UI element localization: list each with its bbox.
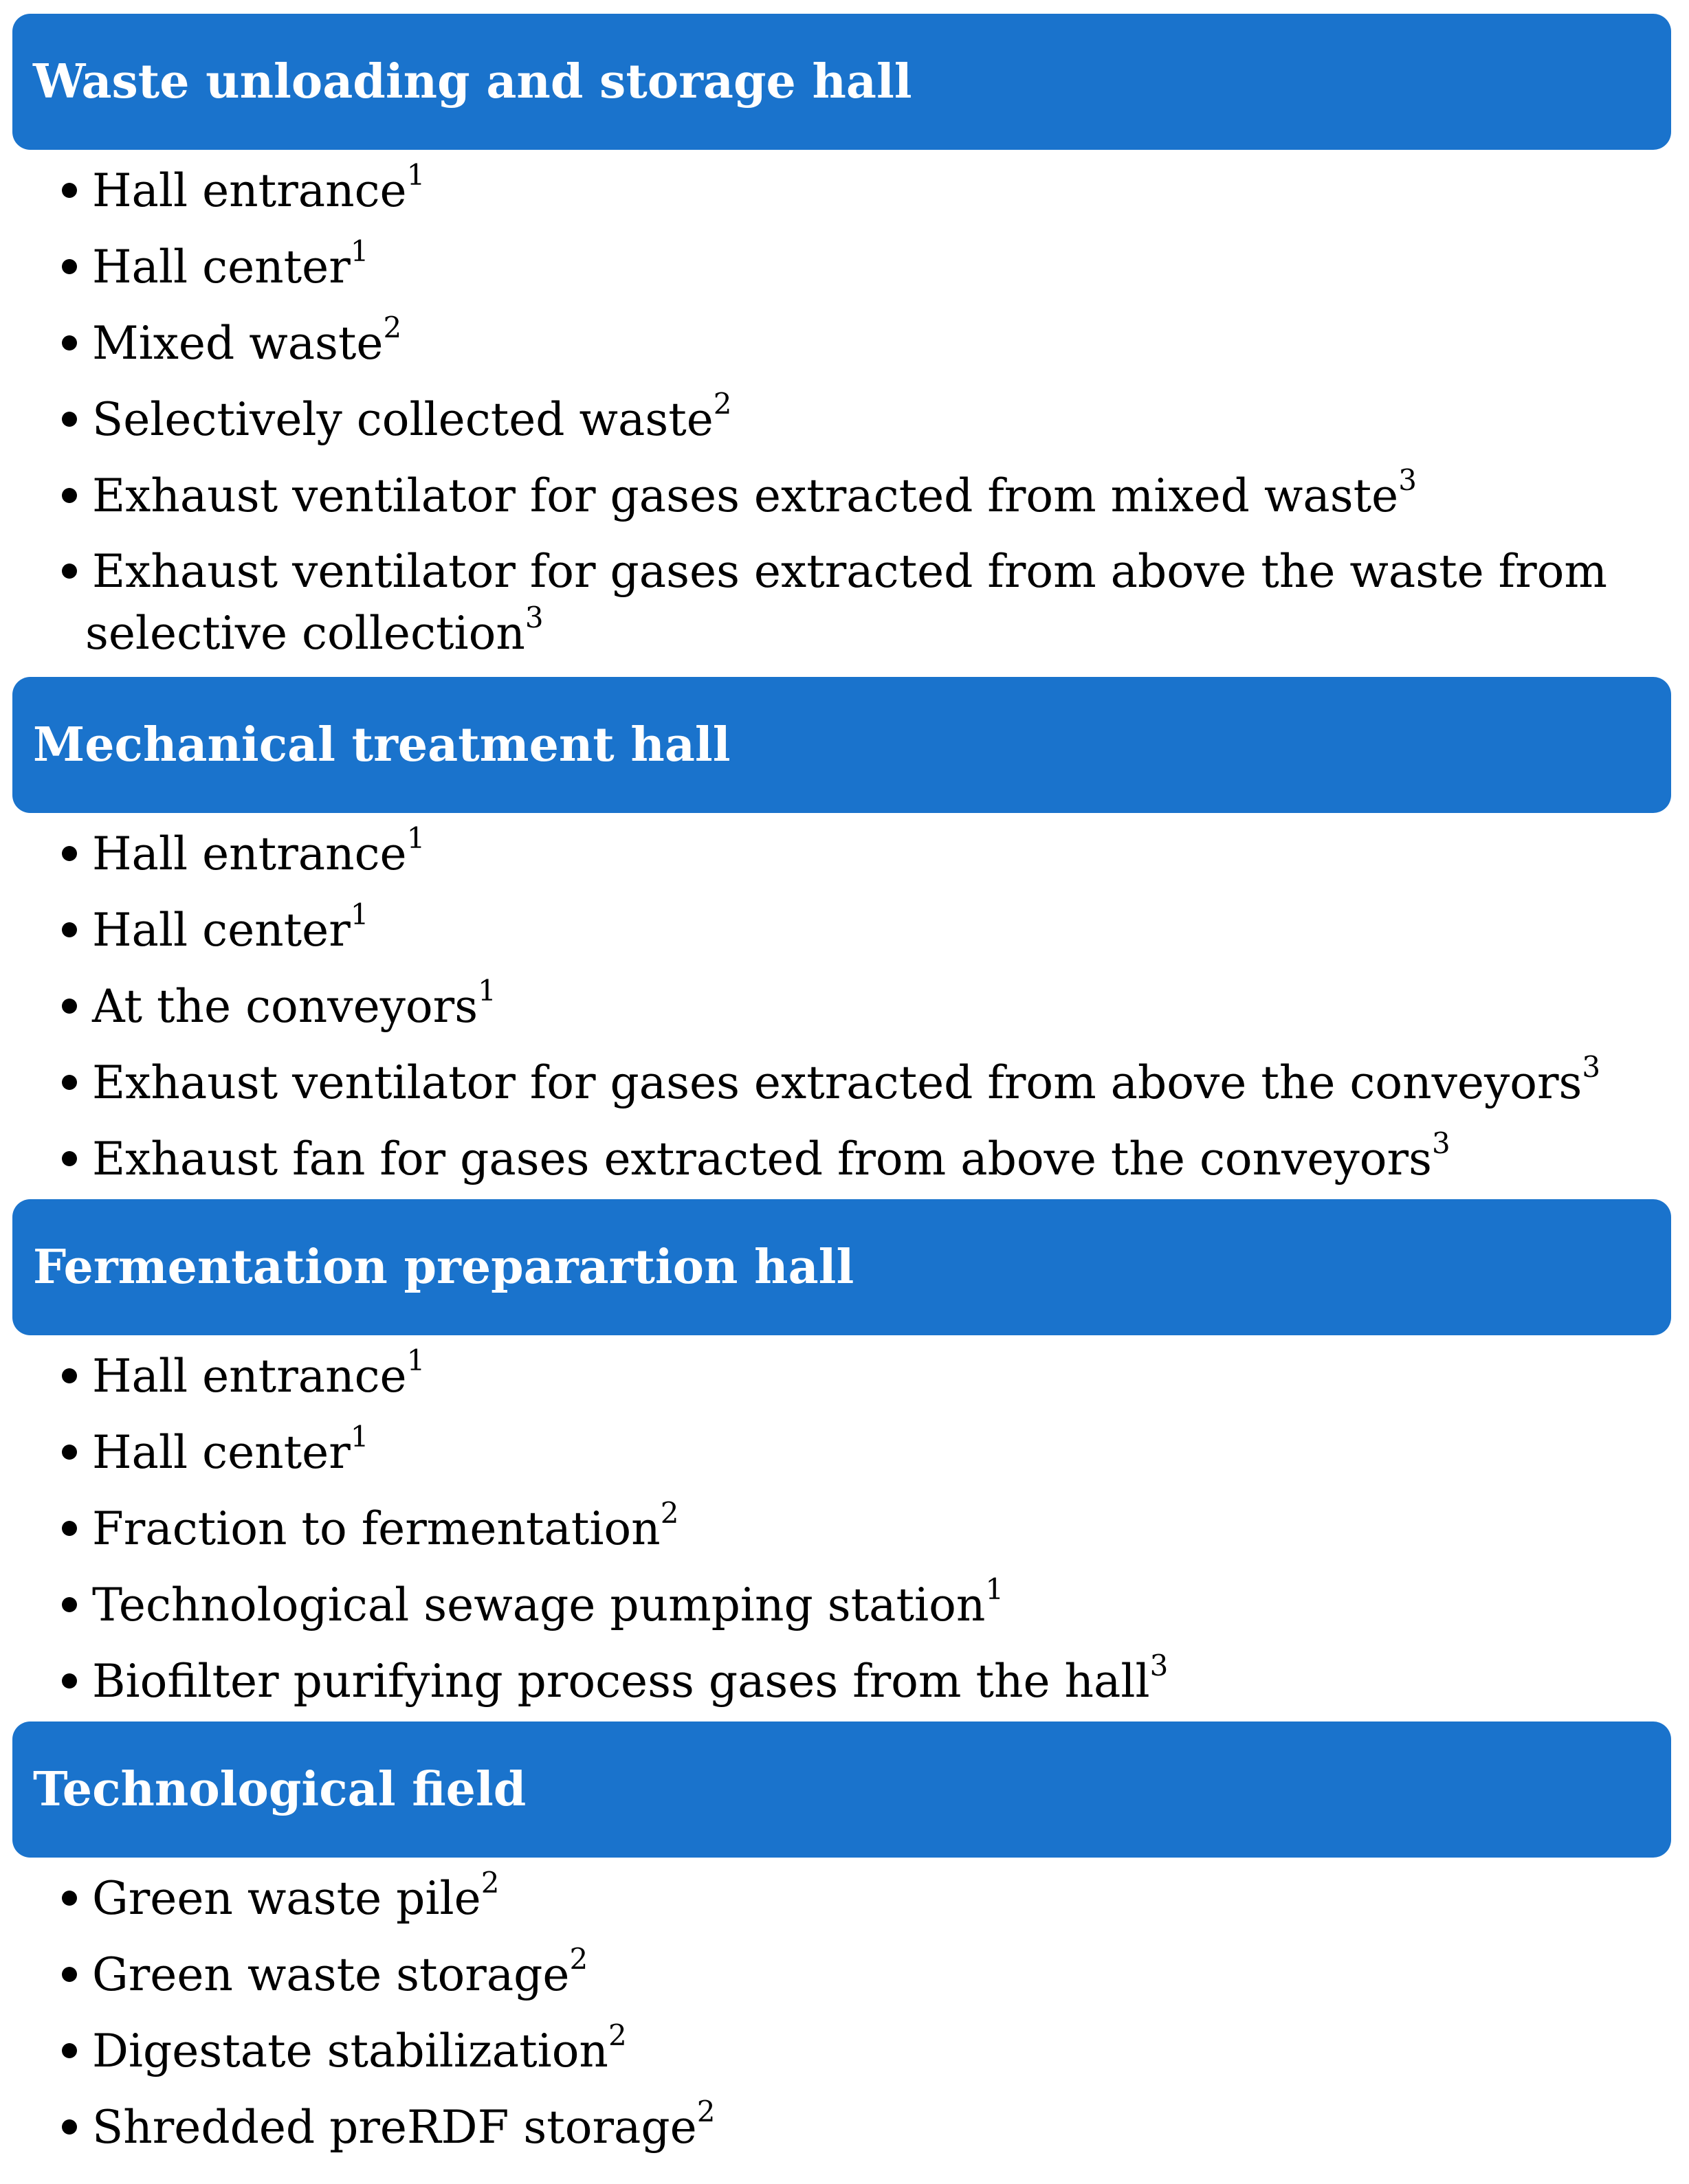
footnote-marker: 2 [481, 1866, 500, 1899]
list-item [62, 1045, 1657, 1121]
section-list-waste-unloading [62, 153, 1657, 671]
section-title: Waste unloading and storage hall [33, 54, 912, 109]
section-header-mechanical-treatment [12, 677, 1671, 813]
footnote-marker: 3 [1149, 1649, 1169, 1682]
item-text: Digestate stabilization [92, 2025, 608, 2077]
section-title: Fermentation preparartion hall [33, 1240, 854, 1295]
bullet-icon [62, 1414, 92, 1491]
bullet-icon [62, 305, 92, 381]
footnote-marker: 1 [350, 898, 369, 931]
item-text: Exhaust fan for gases extracted from above the conveyors [92, 1133, 1432, 1185]
section-header-fermentation-preparation [12, 1199, 1671, 1335]
item-text: Exhaust ventilator for gases extracted from mixed waste [92, 469, 1399, 522]
bullet-icon [62, 2013, 92, 2089]
list-item [62, 1338, 1657, 1414]
footnote-marker: 3 [1431, 1126, 1450, 1160]
item-text: Hall entrance [92, 164, 407, 217]
section-title: Mechanical treatment hall [33, 717, 731, 772]
bullet-icon [62, 541, 92, 603]
item-text: Fraction to fermentation [92, 1502, 661, 1555]
item-text: Hall center [92, 904, 351, 957]
bullet-icon [62, 1491, 92, 1567]
bullet-icon [62, 1643, 92, 1719]
bullet-icon [62, 1045, 92, 1121]
footnote-marker: 2 [713, 387, 732, 421]
list-item [62, 1643, 1657, 1719]
bullet-icon [62, 1338, 92, 1414]
bullet-icon [62, 1937, 92, 2013]
list-item [62, 2089, 1657, 2165]
item-text: Green waste pile [92, 1872, 481, 1925]
footnote-marker: 1 [406, 821, 426, 855]
footnote-marker: 3 [1582, 1050, 1601, 1084]
item-text: Exhaust ventilator for gases extracted from above the waste from [92, 545, 1607, 598]
item-text: Technological sewage pumping station [92, 1579, 986, 1631]
list-item [62, 892, 1657, 968]
footnote-marker: 1 [350, 234, 369, 268]
section-list-technological-field [62, 1860, 1657, 2165]
footnote-marker: 1 [985, 1572, 1004, 1606]
list-item [62, 968, 1657, 1045]
footnote-marker: 1 [406, 1344, 426, 1377]
footnote-marker: 1 [478, 974, 496, 1007]
list-item [62, 1414, 1657, 1491]
list-item [62, 381, 1657, 458]
bullet-icon [62, 458, 92, 534]
item-text: Green waste storage [92, 1948, 570, 2001]
item-text: Hall entrance [92, 827, 407, 880]
list-item [62, 1491, 1657, 1567]
footnote-marker: 1 [406, 158, 426, 192]
list-item [62, 229, 1657, 305]
bullet-icon [62, 2089, 92, 2165]
item-text: Shredded preRDF storage [92, 2101, 697, 2154]
item-text: Hall entrance [92, 1350, 407, 1403]
item-text-continued [85, 603, 1657, 665]
bullet-icon [62, 153, 92, 229]
list-item [62, 1121, 1657, 1197]
item-text: At the conveyors [92, 980, 478, 1033]
bullet-icon [62, 1121, 92, 1197]
item-text: Hall center [92, 1426, 351, 1479]
bullet-icon [62, 1860, 92, 1937]
bullet-icon [62, 381, 92, 458]
list-item [62, 534, 1657, 671]
section-list-mechanical-treatment [62, 816, 1657, 1197]
footnote-marker: 3 [525, 601, 544, 634]
footnote-marker: 1 [350, 1420, 369, 1453]
item-text: Biofilter purifying process gases from the hall [92, 1655, 1150, 1708]
section-header-technological-field [12, 1721, 1671, 1858]
list-item [62, 1937, 1657, 2013]
bullet-icon [62, 892, 92, 968]
item-text: Selectively collected waste [92, 393, 714, 446]
item-text-cont: selective collection [85, 607, 525, 660]
list-item [62, 458, 1657, 534]
footnote-marker: 2 [660, 1496, 679, 1530]
list-item [62, 2013, 1657, 2089]
list-item [62, 153, 1657, 229]
footnote-marker: 2 [608, 2018, 627, 2052]
footnote-marker: 3 [1398, 463, 1417, 497]
footnote-marker: 2 [569, 1942, 588, 1976]
section-header-waste-unloading [12, 14, 1671, 150]
footnote-marker: 2 [383, 311, 402, 344]
list-item [62, 816, 1657, 892]
list-item [62, 1567, 1657, 1643]
item-text: Hall center [92, 241, 351, 293]
item-text: Mixed waste [92, 317, 384, 370]
bullet-icon [62, 816, 92, 892]
section-list-fermentation-preparation [62, 1338, 1657, 1719]
bullet-icon [62, 968, 92, 1045]
bullet-icon [62, 1567, 92, 1643]
list-item [62, 1860, 1657, 1937]
section-title: Technological field [33, 1762, 527, 1817]
item-text: Exhaust ventilator for gases extracted from above the conveyors [92, 1056, 1582, 1109]
footnote-marker: 2 [696, 2095, 716, 2128]
list-item [62, 305, 1657, 381]
bullet-icon [62, 229, 92, 305]
